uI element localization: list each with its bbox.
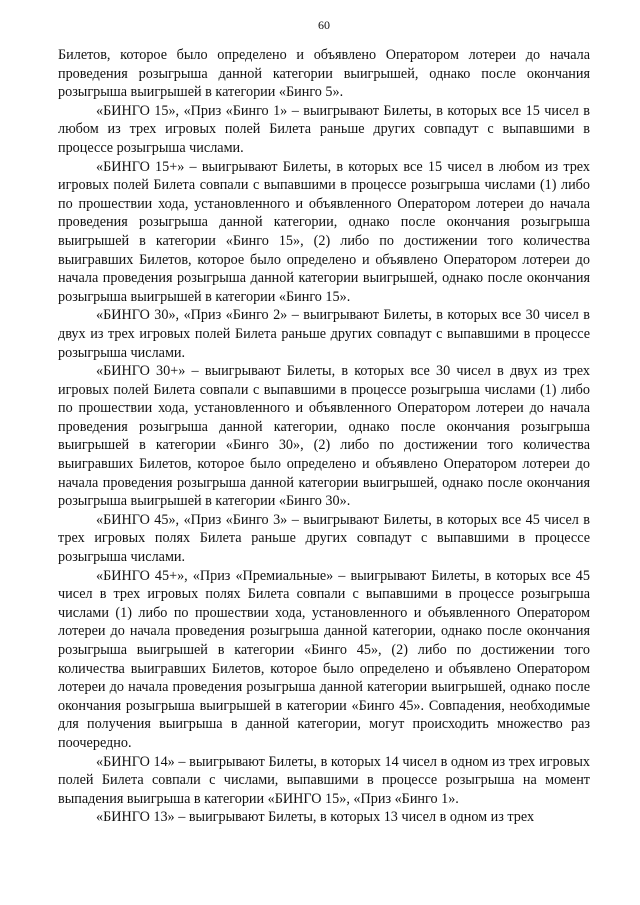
page-number: 60	[318, 18, 330, 32]
paragraph-bingo-45-plus: «БИНГО 45+», «Приз «Премиальные» – выигрывают Билеты, в которых все 45 чисел в трех игровых полях Билета совпали с выпавшими в процессе розыгрыша числами (1) либо по прошествии хода, установленного и объявленного Оператором лотереи до начала проведения розыгрыша данной категории, однако после окончания розыгрыша выигрышей в категории «Бинго 45», (2) либо по достижении того количества выигравших Билетов, которое было определено и объявлено Оператором лотереи до начала проведения розыгрыша данной категории выигрышей, однако после окончания розыгрыша выигрышей в категории «Бинго 45». Совпадения, необходимые для получения выигрыша в данной категории, могут происходить множество раз поочередно.	[58, 567, 590, 751]
paragraph-bingo-30-plus: «БИНГО 30+» – выигрывают Билеты, в которых все 30 чисел в двух из трех игровых полей Билета совпали с выпавшими в процессе розыгрыша числами (1) либо по прошествии хода, установленного и объявленного Оператором лотереи до начала проведения розыгрыша данной категории, однако после окончания розыгрыша выигрышей в категории «Бинго 30», (2) либо по достижении того количества выигравших Билетов, которое было определено и объявлено Оператором лотереи до начала проведения розыгрыша данной категории выигрышей, однако после окончания розыгрыша выигрышей в категории «Бинго 30».	[58, 363, 590, 510]
paragraph-bingo-45: «БИНГО 45», «Приз «Бинго 3» – выигрывают Билеты, в которых все 45 чисел в трех игровых полях Билета раньше других совпадут с выпавшими в процессе розыгрыша числами.	[58, 511, 590, 566]
paragraph-bingo-15-plus: «БИНГО 15+» – выигрывают Билеты, в которых все 15 чисел в любом из трех игровых полей Билета совпали с выпавшими в процессе розыгрыша числами (1) либо по прошествии хода, установленного и объявленного Оператором лотереи до начала проведения розыгрыша данной категории, однако после окончания розыгрыша выигрышей в категории «Бинго 15», (2) либо по достижении того количества выигравших Билетов, которое было определено и объявлено Оператором лотереи до начала проведения розыгрыша данной категории выигрышей, однако после окончания розыгрыша выигрышей в категории «Бинго 15».	[58, 158, 590, 305]
paragraph-bingo-15: «БИНГО 15», «Приз «Бинго 1» – выигрывают Билеты, в которых все 15 чисел в любом из трех игровых полей Билета раньше других совпадут с выпавшими в процессе розыгрыша числами.	[58, 102, 590, 156]
paragraph-continuation: Билетов, которое было определено и объявлено Оператором лотереи до начала проведения розыгрыша данной категории выигрышей, однако после окончания розыгрыша выигрышей в категории «Бинго 5».	[58, 47, 590, 101]
paragraph-bingo-14: «БИНГО 14» – выигрывают Билеты, в которых 14 чисел в одном из трех игровых полей Билета совпали с числами, выпавшими в процессе розыгрыша на момент выпадения выигрыша в категории «БИНГО 15», «Приз «Бинго 1».	[58, 753, 590, 807]
paragraph-bingo-30: «БИНГО 30», «Приз «Бинго 2» – выигрывают Билеты, в которых все 30 чисел в двух из трех игровых полей Билета раньше других совпадут с выпавшими в процессе розыгрыша числами.	[58, 307, 590, 361]
paragraph-bingo-13: «БИНГО 13» – выигрывают Билеты, в которых 13 чисел в одном из трех	[96, 809, 535, 826]
